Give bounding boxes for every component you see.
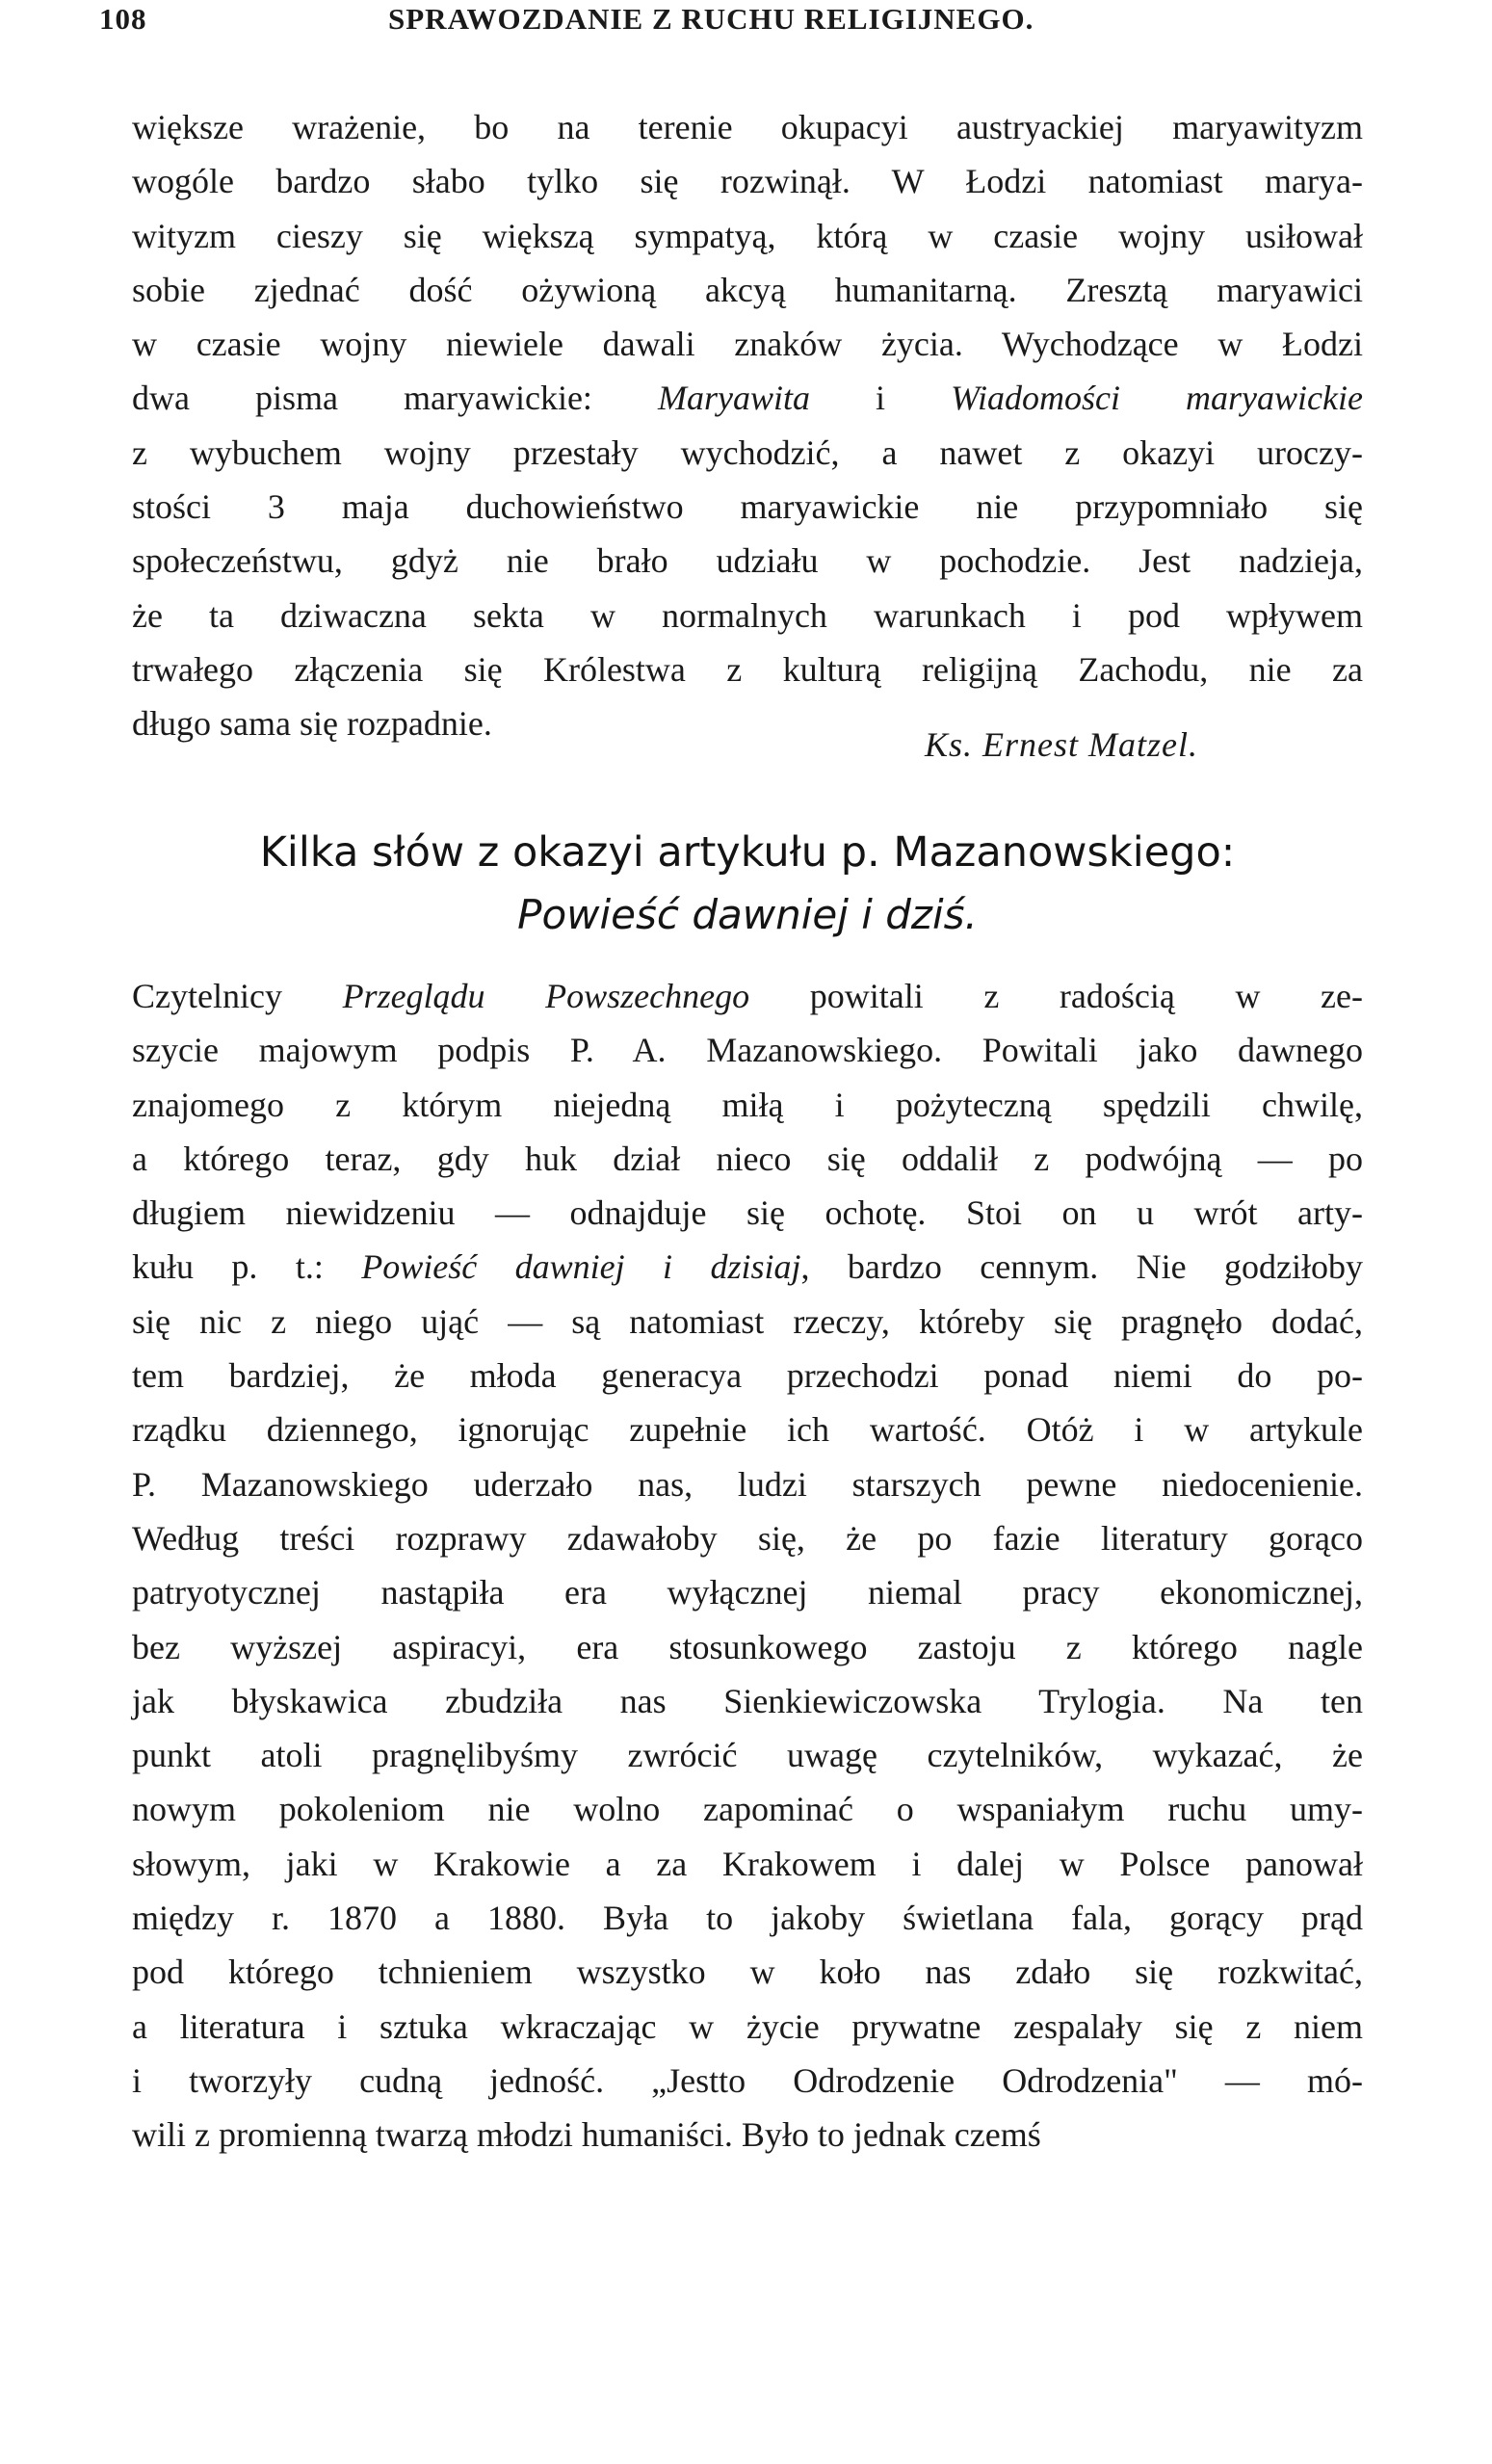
running-head	[99, 0, 1390, 39]
page-number: 108	[99, 2, 147, 36]
section-subtitle: Powieść dawniej i dziś.	[517, 891, 978, 938]
text-line: a literatura i sztuka wkraczając w życie prywatne zespalały się z niem	[132, 2006, 1363, 2046]
author-signature: Ks. Ernest Matzel.	[925, 725, 1198, 764]
text-line: jak błyskawica zbudziła nas Sienkiewiczowska Trylogia. Na ten	[132, 1681, 1363, 1720]
text-line: trwałego złączenia się Królestwa z kulturą religijną Zachodu, nie za	[132, 649, 1363, 689]
text-line: między r. 1870 a 1880. Była to jakoby świetlana fala, gorący prąd	[132, 1899, 1363, 1938]
text-line: wityzm cieszy się większą sympatyą, którą w czasie wojny usiłował	[132, 216, 1363, 255]
text-line: długo sama się rozpadnie.	[132, 704, 492, 744]
italic-title: Przeglądu Powszechnego	[342, 977, 750, 1015]
text-line	[132, 969, 1363, 1023]
text-line: większe wrażenie, bo na terenie okupacyi austryackiej maryawityzm	[132, 108, 1363, 146]
text-segment: i	[809, 379, 952, 418]
text-line: znajomego z którym niejedną miłą i pożyteczną spędzili chwilę,	[132, 1085, 1363, 1124]
text-line: szycie majowym podpis P. A. Mazanowskiego. Powitali jako dawnego	[132, 1031, 1363, 1070]
text-line: Według treści rozprawy zdawałoby się, że po fazie literatury gorąco	[132, 1518, 1363, 1558]
text-segment: dwa pisma maryawickie:	[132, 379, 658, 418]
text-line: się nic z niego ująć — są natomiast rzeczy, któreby się pragnęło dodać,	[132, 1301, 1363, 1341]
paragraph-mazanowski	[132, 969, 1363, 2163]
text-line: bez wyższej aspiracyi, era stosunkowego zastoju z którego nagle	[132, 1627, 1363, 1666]
text-line: społeczeństwu, gdyż nie brało udziału w pochodzie. Jest nadzieja,	[132, 541, 1363, 581]
text-line: a którego teraz, gdy huk dział nieco się oddalił z podwójną — po	[132, 1139, 1363, 1178]
italic-title: Maryawita	[657, 379, 810, 418]
text-line: tem bardziej, że młoda generacya przechodzi ponad niemi do po-	[132, 1356, 1363, 1396]
text-line: wogóle bardzo słabo tylko się rozwinął. W Łodzi natomiast marya-	[132, 162, 1363, 201]
text-line: stości 3 maja duchowieństwo maryawickie nie przypomniało się	[132, 487, 1363, 527]
text-line: rządku dziennego, ignorując zupełnie ich wartość. Otóż i w artykule	[132, 1410, 1363, 1450]
text-line	[132, 371, 1363, 425]
italic-title: Powieść dawniej i dzisiaj	[361, 1247, 801, 1287]
text-line: punkt atoli pragnęlibyśmy zwrócić uwagę czytelników, wykazać, że	[132, 1736, 1363, 1775]
text-line: wili z promienną twarzą młodzi humaniści. Było to jednak czemś	[132, 2115, 1041, 2155]
text-line: długiem niewidzeniu — odnajduje się ochotę. Stoi on u wrót arty-	[132, 1193, 1363, 1233]
text-line: że ta dziwaczna sekta w normalnych warunkach i pod wpływem	[132, 595, 1363, 635]
text-line: w czasie wojny niewiele dawali znaków życia. Wychodzące w Łodzi	[132, 325, 1363, 364]
text-line: nowym pokoleniom nie wolno zapominać o wspaniałym ruchu umy-	[132, 1790, 1363, 1829]
text-line: sobie zjednać dość ożywioną akcyą humanitarną. Zresztą maryawici	[132, 270, 1363, 309]
text-segment: , bardzo cennym. Nie godziłoby	[800, 1247, 1363, 1287]
text-segment: powitali z radością w ze-	[749, 977, 1364, 1015]
text-segment: kułu p. t.:	[132, 1247, 362, 1287]
italic-title: Wiadomości maryawickie	[951, 379, 1363, 418]
text-line: pod którego tchnieniem wszystko w koło nas zdało się rozkwitać,	[132, 1953, 1363, 1992]
text-line: z wybuchem wojny przestały wychodzić, a nawet z okazyi uroczy-	[132, 433, 1363, 472]
text-line: słowym, jaki w Krakowie a za Krakowem i dalej w Polsce panował	[132, 1844, 1363, 1883]
text-line: i tworzyły cudną jedność. „Jestto Odrodzenie Odrodzenia" — mó-	[132, 2060, 1363, 2100]
text-line	[132, 1240, 1363, 1294]
text-line: P. Mazanowskiego uderzało nas, ludzi starszych pewne niedocenienie.	[132, 1464, 1363, 1504]
section-title: Kilka słów z okazyi artykułu p. Mazanowskiego:	[259, 828, 1236, 877]
text-segment: Czytelnicy	[132, 977, 343, 1015]
text-line: patryotycznej nastąpiła era wyłącznej niemal pracy ekonomicznej,	[132, 1573, 1363, 1612]
paragraph-maryawityzm	[132, 100, 1363, 751]
running-head-title: SPRAWOZDANIE Z RUCHU RELIGIJNEGO.	[388, 2, 1034, 36]
